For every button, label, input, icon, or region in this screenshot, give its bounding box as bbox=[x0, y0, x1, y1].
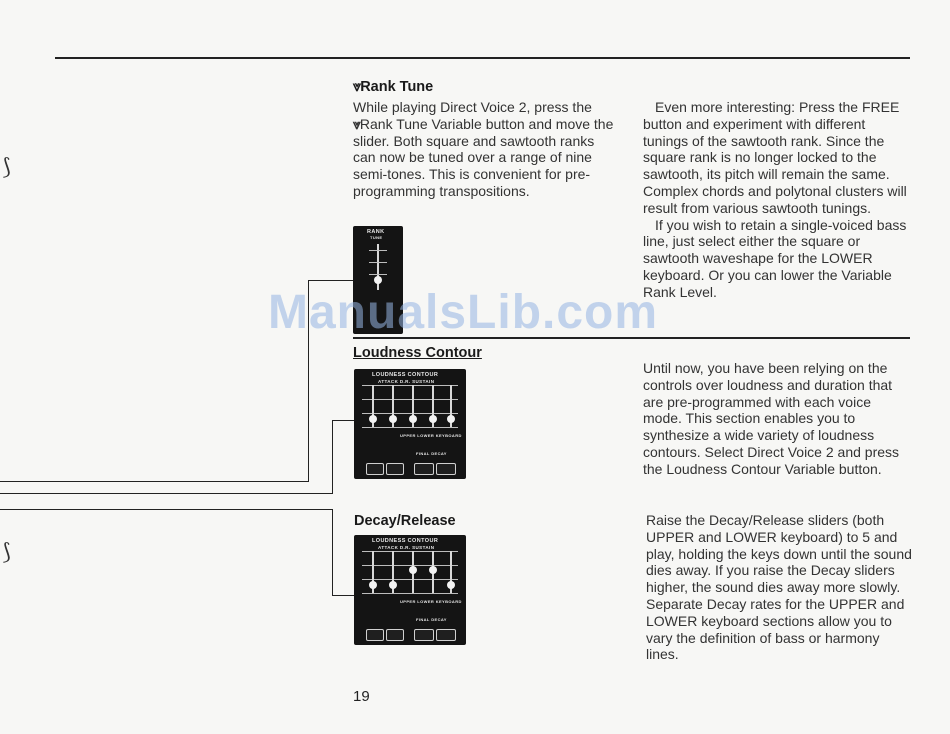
panel-button bbox=[386, 629, 404, 641]
panel-final-decay-label: FINAL DECAY bbox=[416, 617, 447, 622]
slider-tick bbox=[362, 413, 458, 414]
slider-knob bbox=[389, 415, 397, 423]
panel-keyboard-label: UPPER LOWER KEYBOARD bbox=[400, 433, 462, 438]
slider-tick bbox=[369, 250, 387, 251]
panel-button bbox=[414, 463, 434, 475]
bracket-line bbox=[0, 481, 309, 482]
loudness-contour-paragraph: Until now, you have been relying on the controls over loudness and duration that are pre-programmed with each voice mode. This section enables you to synthesize a wide variety of loudness contours. Select Direct Voice 2 and press the Loudness Contour Variable button. bbox=[643, 360, 900, 477]
slider-knob bbox=[389, 581, 397, 589]
slider-tick bbox=[362, 579, 458, 580]
page-number: 19 bbox=[353, 688, 370, 705]
bracket-line bbox=[332, 420, 354, 421]
slider-tick bbox=[369, 262, 387, 263]
slider-knob bbox=[369, 581, 377, 589]
rank-tune-paragraph: While playing Direct Voice 2, press the ⩔Rank Tune Variable button and move the slider. Both square and sawtooth ranks can now be tuned over a range of nine semi-tones. This is convenient for pre-programming transpositions. bbox=[353, 99, 614, 199]
panel-button bbox=[436, 629, 456, 641]
decay-release-heading: Decay/Release bbox=[354, 513, 456, 529]
slider-knob bbox=[429, 415, 437, 423]
margin-mark: ⟆ bbox=[2, 155, 11, 180]
slider-knob bbox=[447, 581, 455, 589]
panel-button bbox=[366, 463, 384, 475]
slider-knob bbox=[447, 415, 455, 423]
bracket-line bbox=[0, 493, 333, 494]
slider-tick bbox=[362, 427, 458, 428]
panel-label: RANK bbox=[367, 229, 385, 235]
slider-tick bbox=[362, 593, 458, 594]
slider-tick bbox=[369, 274, 387, 275]
slider-tick bbox=[362, 399, 458, 400]
bracket-line bbox=[332, 509, 333, 595]
slider-knob bbox=[369, 415, 377, 423]
rank-tune-free-paragraph: Even more interesting: Press the FREE button and experiment with different tunings of the sawtooth rank. Since the square rank is no longer locked to the sawtooth, its pitch will remain the same. Complex chords and polytonal clusters will result from various sawtooth tunings. If you wish to retain a single-voiced bass line, just select either the square or sawtooth waveshape for the LOWER keyboard. Or you can lower the Variable Rank Level. bbox=[643, 99, 907, 300]
panel-button bbox=[436, 463, 456, 475]
top-rule bbox=[55, 57, 910, 59]
panel-title: LOUDNESS CONTOUR bbox=[372, 372, 439, 378]
margin-mark: ⟆ bbox=[2, 540, 11, 565]
rank-tune-slider-knob bbox=[374, 276, 382, 284]
loudness-contour-panel-image bbox=[354, 369, 466, 479]
sawtooth-wave-icon: ⩔ bbox=[353, 79, 361, 95]
bracket-line bbox=[332, 595, 354, 596]
panel-label: TUNE bbox=[370, 235, 383, 240]
panel-final-decay-label: FINAL DECAY bbox=[416, 451, 447, 456]
slider-tick bbox=[362, 551, 458, 552]
watermark: ManualsLib.com bbox=[268, 286, 659, 339]
decay-release-paragraph: Raise the Decay/Release sliders (both UPPER and LOWER keyboard) to 5 and play, holding the keys down until the sound dies away. If you raise the Decay sliders higher, the sound dies away more slowly. Separate Decay rates for the UPPER and LOWER keyboard sections allow you to vary the definition of bass or harmony lines. bbox=[646, 512, 912, 663]
rank-tune-heading: ⩔Rank Tune bbox=[353, 79, 434, 95]
panel-button bbox=[366, 629, 384, 641]
bracket-line bbox=[332, 420, 333, 493]
slider-knob bbox=[429, 566, 437, 574]
panel-subtitle: ATTACK D.R. SUSTAIN bbox=[378, 379, 435, 384]
panel-keyboard-label: UPPER LOWER KEYBOARD bbox=[400, 599, 462, 604]
bracket-line bbox=[0, 509, 332, 510]
bracket-line bbox=[308, 280, 354, 281]
loudness-contour-heading: Loudness Contour bbox=[353, 345, 482, 361]
panel-button bbox=[414, 629, 434, 641]
sawtooth-wave-icon: ⩔ bbox=[353, 115, 360, 132]
decay-release-panel-image bbox=[354, 535, 466, 645]
slider-knob bbox=[409, 566, 417, 574]
slider-tick bbox=[362, 385, 458, 386]
panel-title: LOUDNESS CONTOUR bbox=[372, 538, 439, 544]
slider-knob bbox=[409, 415, 417, 423]
panel-button bbox=[386, 463, 404, 475]
panel-subtitle: ATTACK D.R. SUSTAIN bbox=[378, 545, 435, 550]
